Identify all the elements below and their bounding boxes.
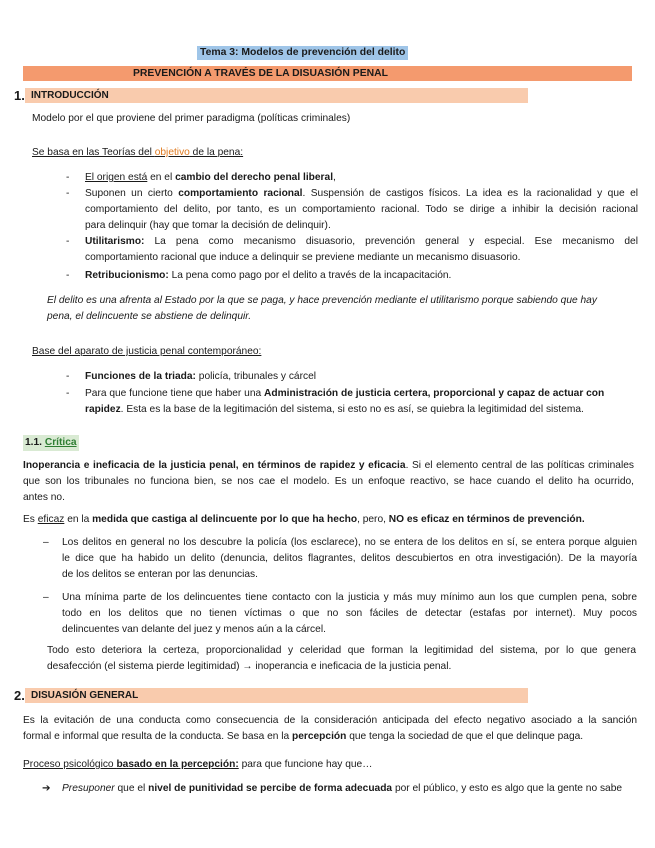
critica-p3-l2: desafección (el sistema pierde legitimidad) → inoperancia e ineficacia de la justicia penal.	[47, 661, 452, 672]
arrow-icon: ➔	[42, 783, 51, 794]
bullet-utilitarismo-l2: comportamiento racional que induce a delinquir se previene mediante un mecanismo disuasorio.	[85, 252, 521, 263]
bullet-dash: -	[66, 371, 70, 382]
critica-d2-l2: todo en los delitos que no tienen víctimas o que no son fáciles de detectar (estafas por internet). Muy pocos	[62, 608, 637, 619]
bullet-utilitarismo-l1: Utilitarismo: La pena como mecanismo disuasorio, prevención general y especial. Ese mecanismo del	[85, 236, 638, 247]
bullet-dash: -	[66, 236, 70, 247]
bullet-dash: -	[66, 172, 70, 183]
bullet-administracion-l2: rapidez. Esta es la base de la legitimación del sistema, si esto no es así, se quiebra la legitimidad del sistema.	[85, 404, 584, 415]
bullet-rational-l1: Suponen un cierto comportamiento racional. Suspensión de castigos físicos. La idea es la racionalidad y que el	[85, 188, 638, 199]
section-1-1-heading: 1.1. Crítica	[23, 435, 79, 451]
dash-bullet: –	[43, 537, 49, 548]
critica-d2-l1: Una mínima parte de los delincuentes tiene contacto con la justicia y más muy mínimo aun los que cumplen pena, sobre	[62, 592, 637, 603]
critica-d1-l1: Los delitos en general no los descubre la policía (los esclarece), no se entera de los delitos en sí, se entera porque alguien	[62, 537, 637, 548]
critica-d1-l2: le dice que ha habido un delito (denuncia, delitos flagrantes, delitos descubiertos en otra investigación). De la mayoría	[62, 553, 637, 564]
critica-p1-l1: Inoperancia e ineficacia de la justicia penal, en términos de rapidez y eficacia. Si el elemento central de las políticas criminales	[23, 460, 634, 471]
critica-d2-l3: delincuentes van delante del juez y menos aún a la cárcel.	[62, 624, 326, 635]
bullet-dash: -	[66, 388, 70, 399]
bullet-dash: -	[66, 270, 70, 281]
disuasion-p1-l2: formal e informal que resulta de la conducta. Se basa en la percepción que tenga la sociedad de que el que delinque paga.	[23, 731, 584, 742]
theories-heading: Se basa en las Teorías del objetivo de la pena:	[32, 147, 244, 158]
italic-note-l1: El delito es una afrenta al Estado por la que se paga, y hace prevención mediante el utilitarismo porque sabiendo que hay	[47, 295, 597, 306]
bullet-rational-l3: para delinquir (hay que tomar la decisión de delinquir).	[85, 220, 331, 231]
bullet-origin: El origen está en el cambio del derecho penal liberal,	[85, 172, 336, 183]
bullet-rational-l2: comportamiento del delito, por tanto, es un comportamiento racional. Todo se dirige a inhibir la decisión racional	[85, 204, 638, 215]
proceso-heading: Proceso psicológico basado en la percepción: para que funcione hay que…	[23, 759, 373, 770]
bullet-dash: -	[66, 188, 70, 199]
section-2-number: 2.	[14, 688, 25, 703]
critica-d1-l3: de los delitos se enteran por las denuncias.	[62, 569, 258, 580]
section-1-title: INTRODUCCIÓN	[25, 88, 528, 103]
base-heading: Base del aparato de justicia penal contemporáneo:	[32, 346, 262, 357]
italic-note-l2: pena, el delincuente se abstiene de delinquir.	[47, 311, 252, 322]
section-2-title: DISUASIÓN GENERAL	[25, 688, 528, 703]
critica-p3-l1: Todo esto deteriora la certeza, proporcionalidad y celeridad que forman la legitimidad del sistema, por lo que genera	[47, 645, 636, 656]
disuasion-p1-l1: Es la evitación de una conducta como consecuencia de la consideración anticipada del efecto negativo asociado a la sanción	[23, 715, 637, 726]
dash-bullet: –	[43, 592, 49, 603]
critica-p1-l3: antes no.	[23, 492, 65, 503]
section-1-number: 1.	[14, 88, 25, 103]
bullet-retribucionismo: Retribucionismo: La pena como pago por el delito a través de la incapacitación.	[85, 270, 452, 281]
critica-p1-l2: que son los tribunales no funciona bien, se nos cae el modelo. Es un enfoque reactivo, se hace cuando el delito ha ocurrido,	[23, 476, 634, 487]
intro-text: Modelo por el que proviene del primer paradigma (políticas criminales)	[32, 113, 351, 124]
main-band: PREVENCIÓN A TRAVÉS DE LA DISUASIÓN PENAL	[23, 66, 632, 81]
topic-title: Tema 3: Modelos de prevención del delito	[197, 46, 408, 60]
bullet-administracion-l1: Para que funcione tiene que haber una Administración de justicia certera, proporcional y capaz de actuar con	[85, 388, 605, 399]
bullet-triada: Funciones de la triada: policía, tribunales y cárcel	[85, 371, 317, 382]
presuponer-line: Presuponer que el nivel de punitividad se percibe de forma adecuada por el público, y esto es algo que la gente no sabe	[62, 783, 623, 794]
critica-p2: Es eficaz en la medida que castiga al delincuente por lo que ha hecho, pero, NO es eficaz en términos de prevención.	[23, 514, 585, 525]
